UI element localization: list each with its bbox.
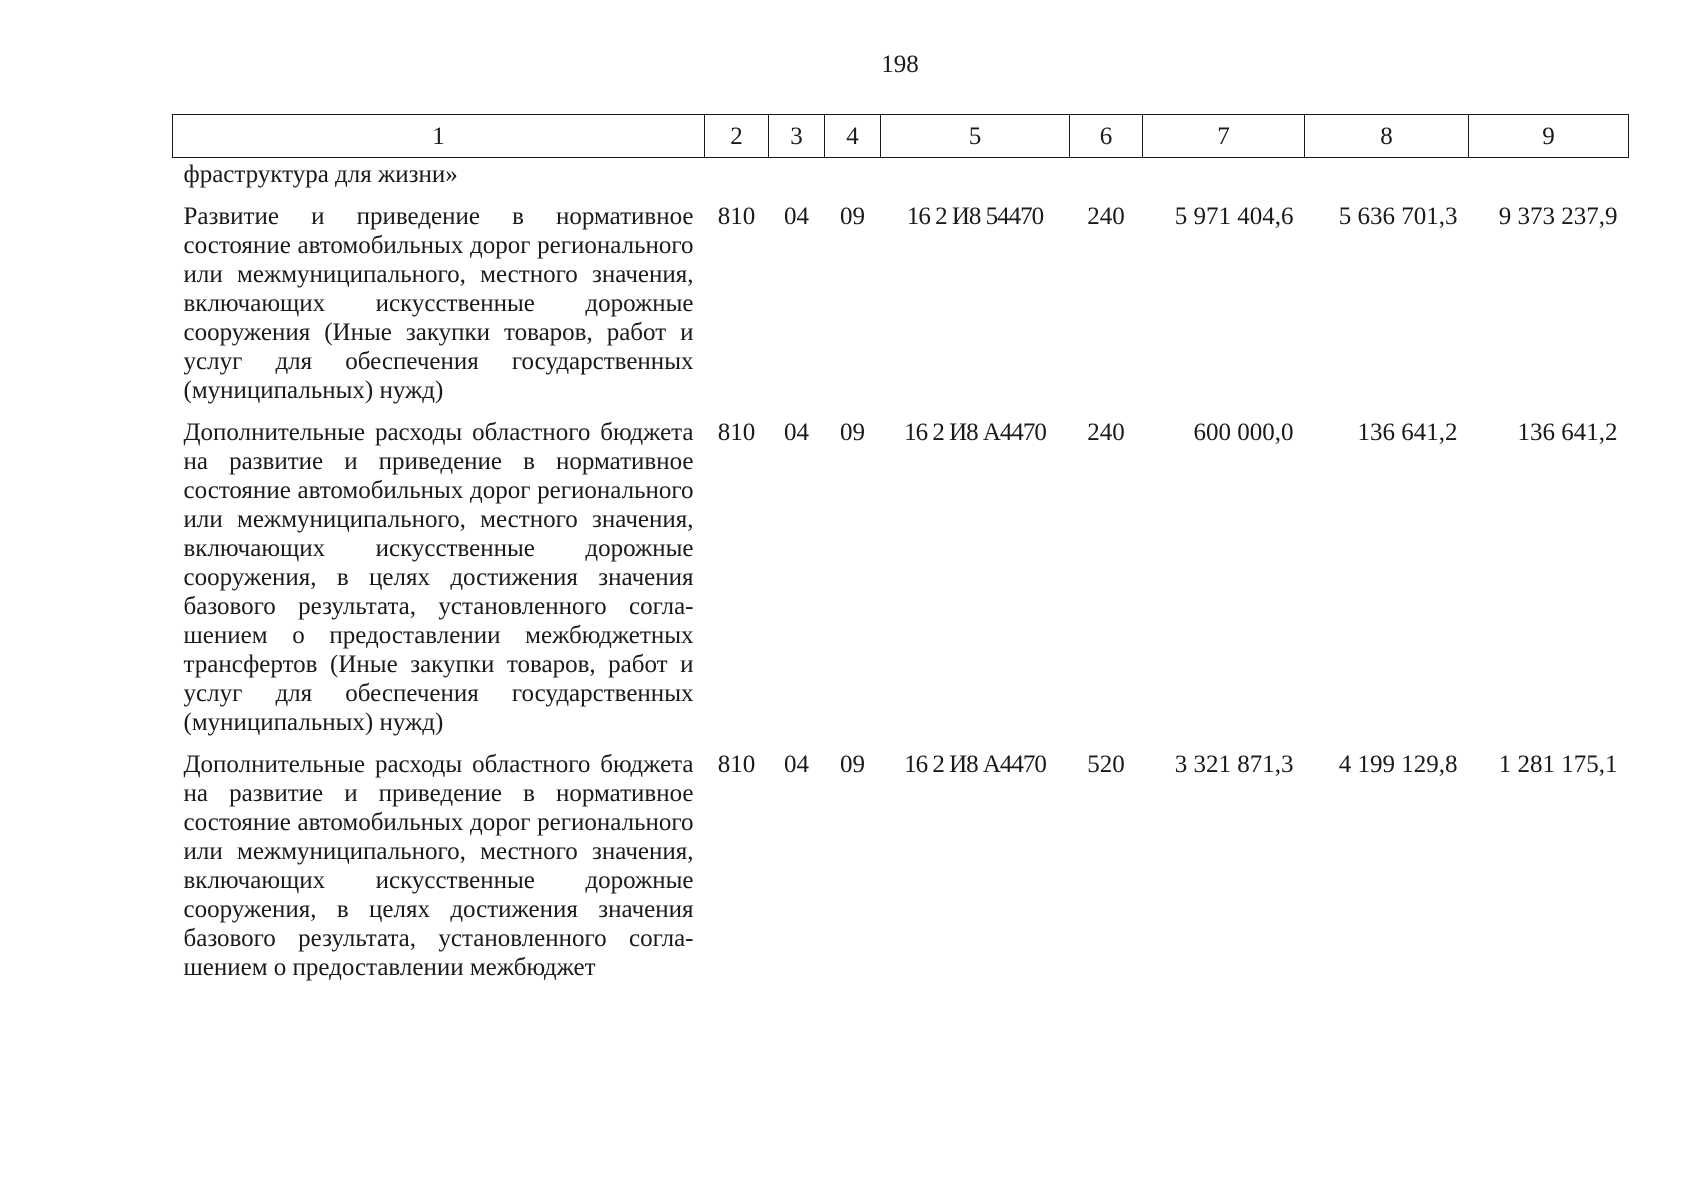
column-number-header-row [173,115,1629,158]
column-header-3: 3 [769,115,825,158]
row-amount-col7: 600 000,0 [1193,419,1294,446]
row-description: Развитие и приведение в нормативное состояние автомобильных дорог регионального или межмуниципального, местного значения, включающих искусственные дорожные сооружения (Иные закупки товаров, работ и услуг для обеспечения государственных (муниципальных) нужд) [183,203,694,404]
column-header-6: 6 [1070,115,1143,158]
column-header-8: 8 [1305,115,1469,158]
row-target-article-code: 16 2 И8 А4470 [904,419,1046,446]
column-header-2: 2 [705,115,769,158]
table-row [173,189,1629,405]
row-amount-col9: 9 373 237,9 [1498,203,1618,230]
row-amount-col8: 136 641,2 [1357,419,1458,446]
row-subsection-code: 09 [840,751,865,778]
row-amount-col9: 1 281 175,1 [1498,751,1618,778]
row-description: Дополнительные расходы областного бюджета на развитие и приведение в нормативное состояние автомобильных дорог регионального или межмуниципального, местного значения, включающих искусственные дорожные сооружения, в целях достижения значения базового результата, установленного соглашением о предоставлении межбюджетных трансфертов (Иные закупки товаров, работ и услуг для обеспечения государственных (муниципальных) нужд) [183,419,694,736]
table-row [173,737,1629,982]
row-amount-col7: 3 321 871,3 [1174,751,1294,778]
continuation-row [173,158,1629,190]
row-target-article-code: 16 2 И8 54470 [906,203,1044,230]
column-header-9: 9 [1469,115,1629,158]
budget-table [172,114,1629,982]
row-ministry-code: 810 [717,751,756,778]
row-subsection-code: 09 [840,203,865,230]
row-description: Дополнительные расходы областного бюджета на развитие и приведение в нормативное состояние автомобильных дорог регионального или межмуниципального, местного значения, включающих искусственные дорожные сооружения, в целях достижения значения базового результата, установленного соглашением о предоставлении межбюджет [183,751,694,981]
row-amount-col8: 4 199 129,8 [1338,751,1458,778]
row-expense-type-code: 240 [1087,203,1125,230]
column-header-1: 1 [173,115,705,158]
continuation-text: фраструктура для жизни» [183,161,458,188]
row-expense-type-code: 240 [1087,419,1125,446]
row-section-code: 04 [784,751,809,778]
column-header-4: 4 [825,115,881,158]
row-ministry-code: 810 [717,203,756,230]
row-target-article-code: 16 2 И8 А4470 [904,751,1046,778]
row-section-code: 04 [784,419,809,446]
row-amount-col7: 5 971 404,6 [1174,203,1294,230]
row-subsection-code: 09 [840,419,865,446]
table-row [173,405,1629,737]
row-amount-col8: 5 636 701,3 [1338,203,1458,230]
column-header-7: 7 [1143,115,1305,158]
row-section-code: 04 [784,203,809,230]
row-expense-type-code: 520 [1087,751,1125,778]
page-number: 198 [881,51,919,78]
column-header-5: 5 [881,115,1070,158]
row-amount-col9: 136 641,2 [1517,419,1618,446]
row-ministry-code: 810 [717,419,756,446]
